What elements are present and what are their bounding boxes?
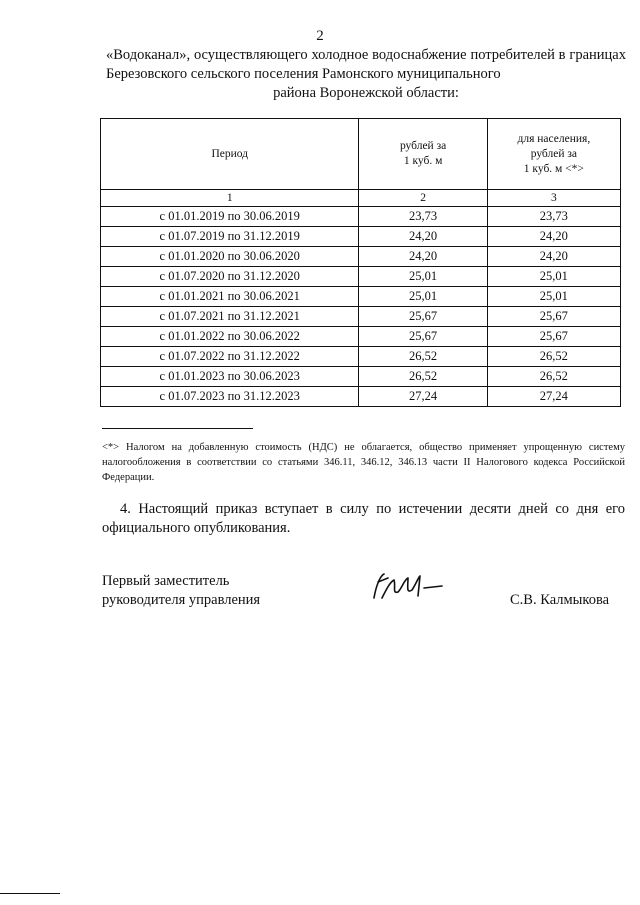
cell-period: с 01.07.2019 по 31.12.2019: [101, 227, 359, 247]
cell-period: с 01.01.2021 по 30.06.2021: [101, 287, 359, 307]
cell-period: с 01.07.2020 по 31.12.2020: [101, 267, 359, 287]
table-row: [101, 367, 621, 387]
cell-period: с 01.01.2019 по 30.06.2019: [101, 207, 359, 227]
handwritten-signature: [368, 568, 448, 606]
column-number-3: 3: [487, 190, 620, 207]
cell-rub: 24,20: [359, 227, 487, 247]
table-header-row: [101, 119, 621, 190]
header-pop-line-2: рублей за: [530, 147, 577, 160]
table-row: [101, 307, 621, 327]
signatory-title: [102, 572, 260, 610]
signatory-name: С.В. Калмыкова: [510, 592, 610, 608]
page-number: 2: [316, 28, 324, 44]
cell-population: 27,24: [487, 387, 620, 407]
cell-population: 24,20: [487, 227, 620, 247]
intro-line-2: района Воронежской области:: [273, 85, 459, 101]
cell-rub: 24,20: [359, 247, 487, 267]
intro-line-1: «Водоканал», осуществляющего холодное водоснабжение потребителей в границах Березовского сельского поселения Рамонского муниципального: [106, 47, 626, 82]
header-pop-line-1: для населения,: [517, 132, 591, 145]
header-pop-line-3: 1 куб. м <*>: [523, 162, 584, 175]
cell-rub: 25,01: [359, 267, 487, 287]
cell-rub: 26,52: [359, 367, 487, 387]
cell-period: с 01.07.2023 по 31.12.2023: [101, 387, 359, 407]
header-population: [487, 119, 620, 190]
table-body: [101, 190, 621, 407]
cell-rub: 27,24: [359, 387, 487, 407]
cell-rub: 25,01: [359, 287, 487, 307]
signatory-title-line-2: руководителя управления: [102, 592, 261, 608]
cell-rub: 26,52: [359, 347, 487, 367]
cell-population: 25,67: [487, 327, 620, 347]
cell-period: с 01.01.2023 по 30.06.2023: [101, 367, 359, 387]
table-row: [101, 207, 621, 227]
table-row: [101, 227, 621, 247]
cell-population: 26,52: [487, 347, 620, 367]
table-row: [101, 347, 621, 367]
table-row: [101, 247, 621, 267]
header-rub-line-2: 1 куб. м: [403, 155, 443, 167]
footnote: <*> Налогом на добавленную стоимость (НДС) не облагается, общество применяет упрощенную систему налогообложения в соответствии со статьями 346.11, 346.12, 346.13 части II Налогового кодекса Российской Федерации.: [102, 442, 625, 483]
cell-population: 25,67: [487, 307, 620, 327]
table-row: [101, 267, 621, 287]
cell-rub: 25,67: [359, 327, 487, 347]
column-number-1: 1: [101, 190, 359, 207]
table-row: [101, 287, 621, 307]
cell-population: 23,73: [487, 207, 620, 227]
cell-population: 26,52: [487, 367, 620, 387]
column-number-2: 2: [359, 190, 487, 207]
cell-rub: 25,67: [359, 307, 487, 327]
cell-population: 25,01: [487, 267, 620, 287]
header-period: Период: [101, 119, 359, 190]
bottom-rule: [0, 893, 60, 894]
cell-period: с 01.01.2022 по 30.06.2022: [101, 327, 359, 347]
signatory-title-line-1: Первый заместитель: [102, 573, 230, 589]
cell-population: 25,01: [487, 287, 620, 307]
footnote-rule: [102, 428, 253, 429]
table-row: [101, 387, 621, 407]
column-number-row: [101, 190, 621, 207]
header-rub: [359, 119, 487, 190]
intro-paragraph: [106, 46, 626, 103]
cell-period: с 01.07.2021 по 31.12.2021: [101, 307, 359, 327]
cell-period: с 01.01.2020 по 30.06.2020: [101, 247, 359, 267]
cell-population: 24,20: [487, 247, 620, 267]
clause-4: 4. Настоящий приказ вступает в силу по истечении десяти дней со дня его официального опубликования.: [102, 501, 625, 536]
cell-rub: 23,73: [359, 207, 487, 227]
table-row: [101, 327, 621, 347]
header-rub-line-1: рублей за: [399, 140, 447, 152]
cell-period: с 01.07.2022 по 31.12.2022: [101, 347, 359, 367]
tariff-table: [100, 118, 621, 407]
